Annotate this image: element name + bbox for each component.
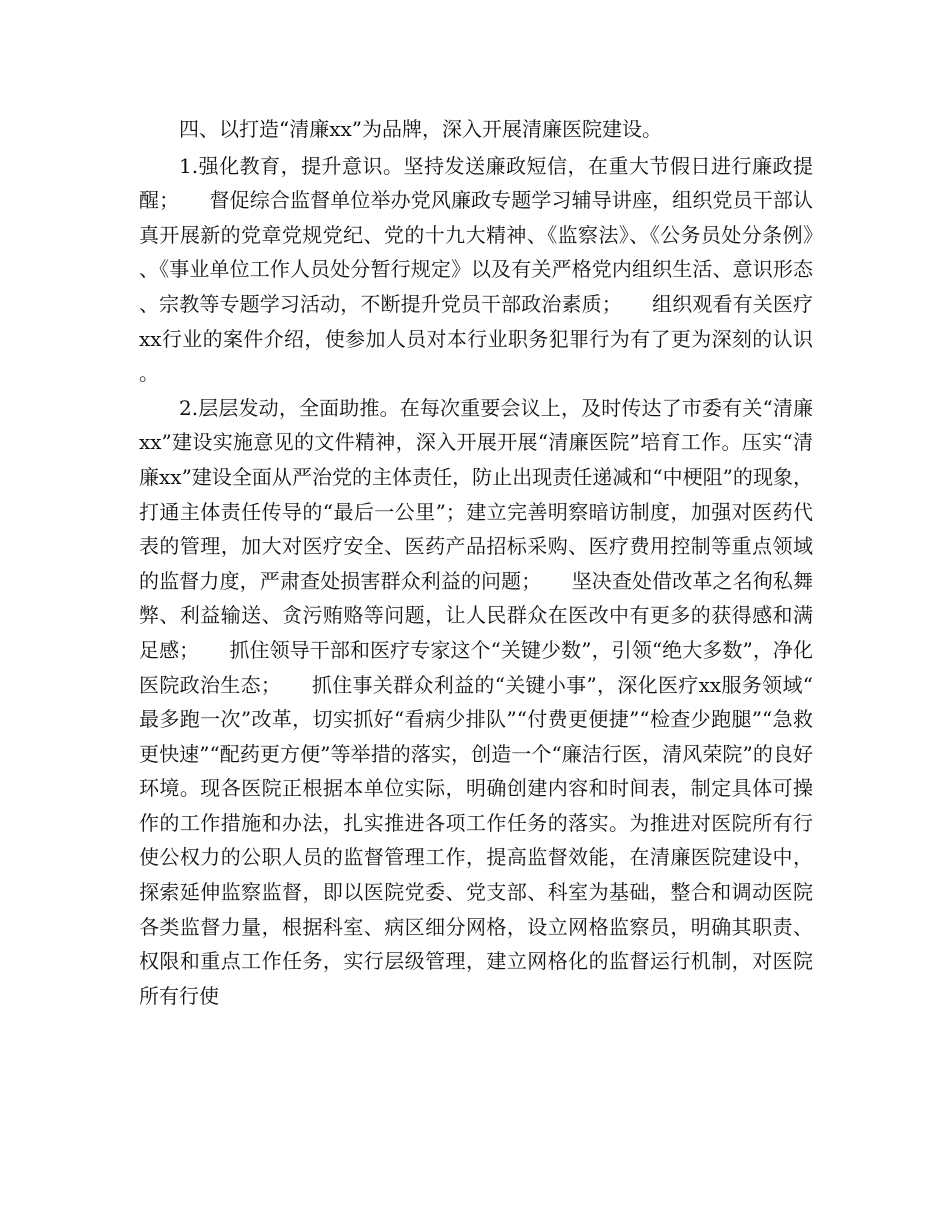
section-heading: 四、以打造“清廉xx”为品牌，深入开展清廉医院建设。	[179, 117, 663, 141]
paragraph-education: 1.强化教育，提升意识。坚持发送廉政短信，在重大节假日进行廉政提醒； 督促综合监督单位举办党风廉政专题学习辅导讲座，组织党员干部认真开展新的党章党规党纪、党的十九大精神、《监察法》、《公务员处分条例》、《事业单位工作人员处分暂行规定》以及有关严格党内组织生活、意识形态、宗教等专题学习活动，不断提升党员干部政治素质； 组织观看有关医疗xx行业的案件介绍，使参加人员对本行业职务犯罪行为有了更为深刻的认识。	[139, 153, 813, 386]
document-body	[139, 112, 813, 1013]
paragraph-mobilization: 2.层层发动，全面助推。在每次重要会议上，及时传达了市委有关“清廉xx”建设实施意见的文件精神，深入开展开展“清廉医院”培育工作。压实“清廉xx”建设全面从严治党的主体责任，防止出现责任递减和“中梗阻”的现象，打通主体责任传导的“最后一公里”；建立完善明察暗访制度，加强对医药代表的管理，加大对医疗安全、医药产品招标采购、医疗费用控制等重点领域的监督力度，严肃查处损害群众利益的问题； 坚决查处借改革之名徇私舞弊、利益输送、贪污贿赂等问题，让人民群众在医改中有更多的获得感和满足感； 抓住领导干部和医疗专家这个“关键少数”，引领“绝大多数”，净化医院政治生态； 抓住事关群众利益的“关键小事”，深化医疗xx服务领域“最多跑一次”改革，切实抓好“看病少排队”“付费更便捷”“检查少跑腿”“急救更快速”“配药更方便”等举措的落实，创造一个“廉洁行医，清风荣院”的良好环境。现各医院正根据本单位实际，明确创建内容和时间表，制定具体可操作的工作措施和办法，扎实推进各项工作任务的落实。为推进对医院所有行使公权力的公职人员的监督管理工作，提高监督效能，在清廉医院建设中，探索延伸监察监督，即以医院党委、党支部、科室为基础，整合和调动医院各类监督力量，根据科室、病区细分网格，设立网格监察员，明确其职责、权限和重点工作任务，实行层级管理，建立网格化的监督运行机制，对医院所有行使	[139, 395, 813, 1008]
